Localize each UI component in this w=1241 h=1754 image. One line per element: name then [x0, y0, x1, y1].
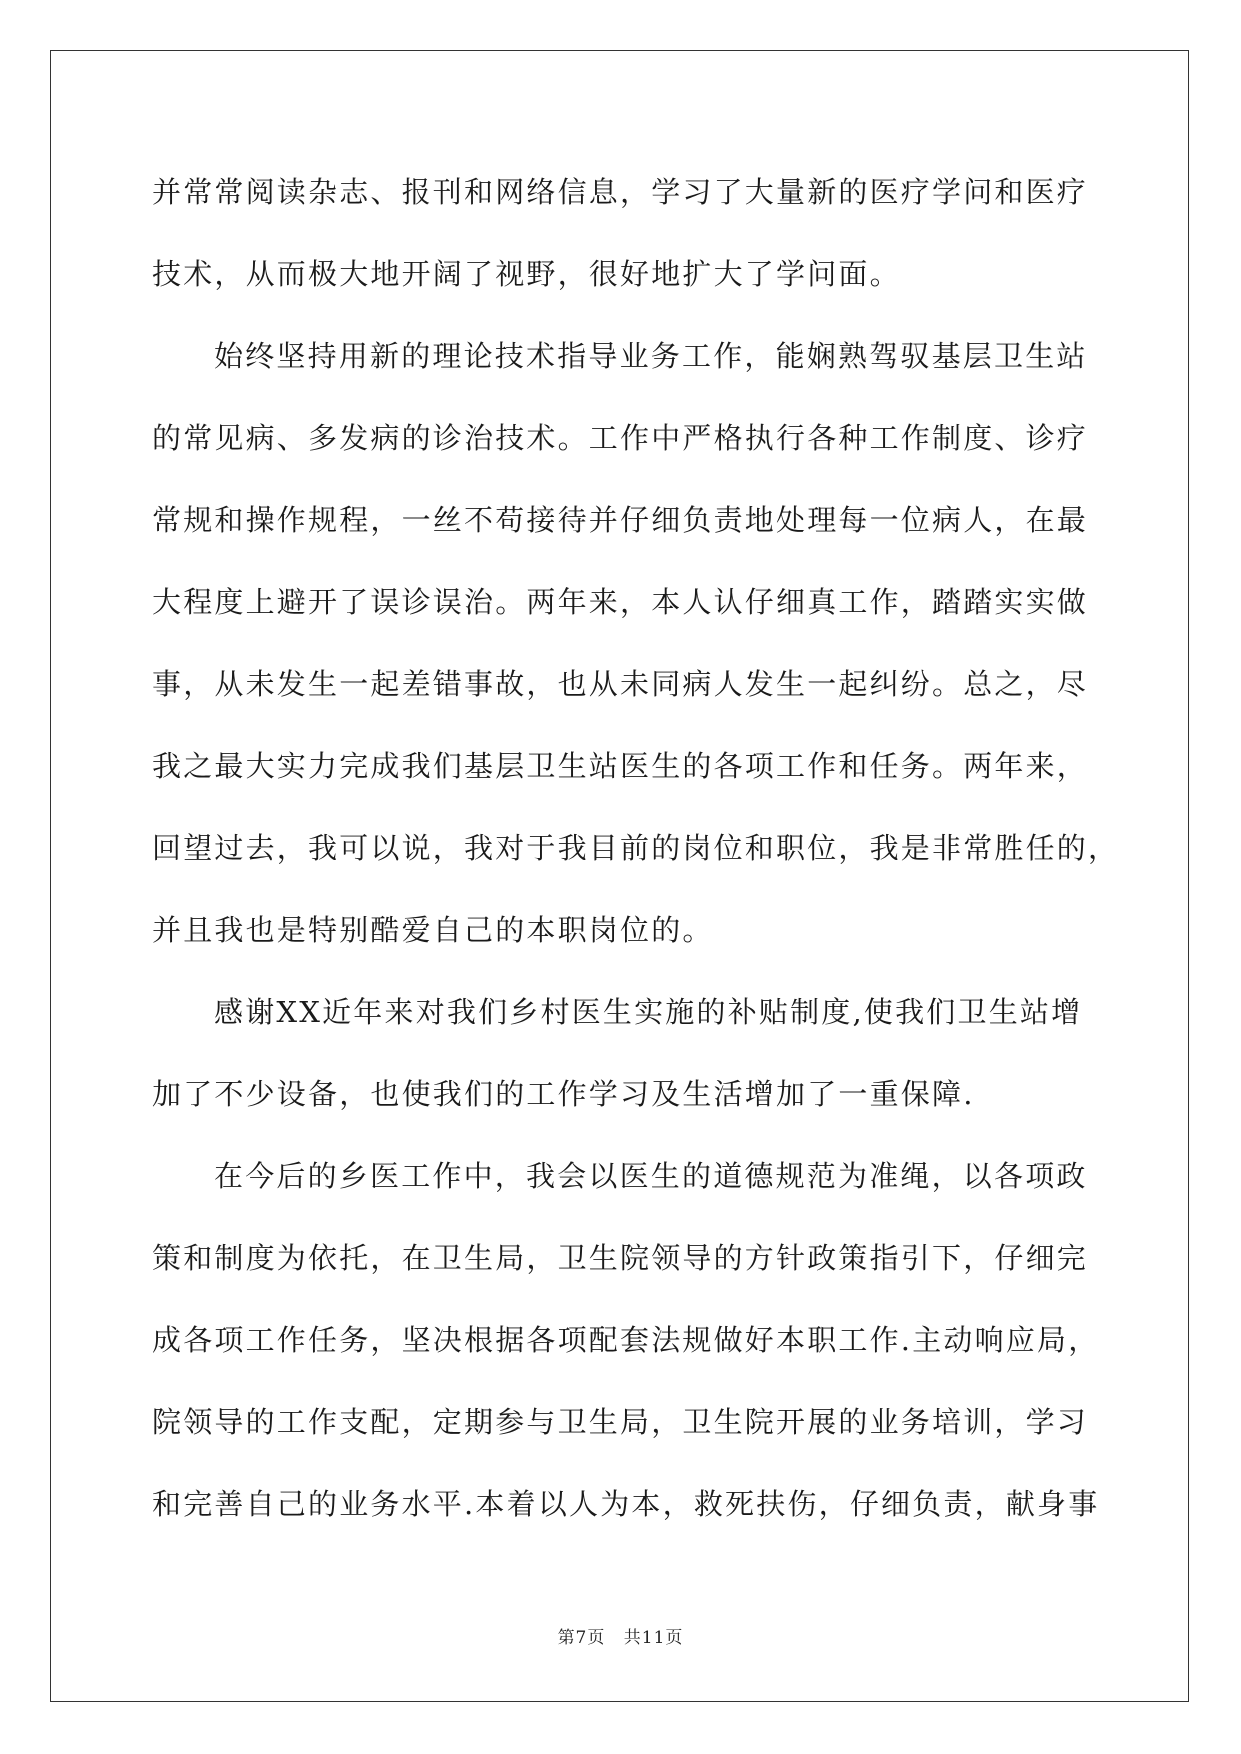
text-line: 常规和操作规程，一丝不苟接待并仔细负责地处理每一位病人，在最	[152, 503, 1089, 537]
document-body	[152, 162, 1120, 1556]
text-line: 并且我也是特别酷爱自己的本职岗位的。	[152, 913, 714, 947]
paragraph-3	[152, 982, 1092, 1146]
text-line: 在今后的乡医工作中，我会以医生的道德规范为准绳，以各项政	[214, 1159, 1088, 1193]
text-line: 成各项工作任务，坚决根据各项配套法规做好本职工作.主动响应局，	[152, 1323, 1100, 1357]
text-line: 和完善自己的业务水平.本着以人为本，救死扶伤，仔细负责，献身事	[152, 1487, 1100, 1521]
page-footer	[0, 1623, 1241, 1648]
text-line: 策和制度为依托，在卫生局，卫生院领导的方针政策指引下，仔细完	[152, 1241, 1089, 1275]
paragraph-2	[152, 326, 1120, 982]
text-line: 事，从未发生一起差错事故，也从未同病人发生一起纠纷。总之，尽	[152, 667, 1089, 701]
paragraph-4	[152, 1146, 1100, 1556]
text-line: 我之最大实力完成我们基层卫生站医生的各项工作和任务。两年来，	[152, 749, 1089, 783]
text-line: 始终坚持用新的理论技术指导业务工作，能娴熟驾驭基层卫生站	[214, 339, 1088, 373]
text-line: 感谢XX近年来对我们乡村医生实施的补贴制度,使我们卫生站增	[214, 995, 1083, 1029]
text-line: 回望过去，我可以说，我对于我目前的岗位和职位，我是非常胜任的，	[152, 831, 1120, 865]
text-line: 技术，从而极大地开阔了视野，很好地扩大了学问面。	[152, 257, 901, 291]
page-number: 第7页	[557, 1628, 606, 1648]
text-line: 院领导的工作支配，定期参与卫生局，卫生院开展的业务培训，学习	[152, 1405, 1089, 1439]
total-pages: 共11页	[623, 1628, 684, 1648]
text-line: 并常常阅读杂志、报刊和网络信息，学习了大量新的医疗学问和医疗	[152, 175, 1089, 209]
text-line: 加了不少设备，也使我们的工作学习及生活增加了一重保障.	[152, 1077, 975, 1111]
text-line: 的常见病、多发病的诊治技术。工作中严格执行各种工作制度、诊疗	[152, 421, 1089, 455]
text-line: 大程度上避开了误诊误治。两年来，本人认仔细真工作，踏踏实实做	[152, 585, 1089, 619]
paragraph-1	[152, 162, 1092, 326]
